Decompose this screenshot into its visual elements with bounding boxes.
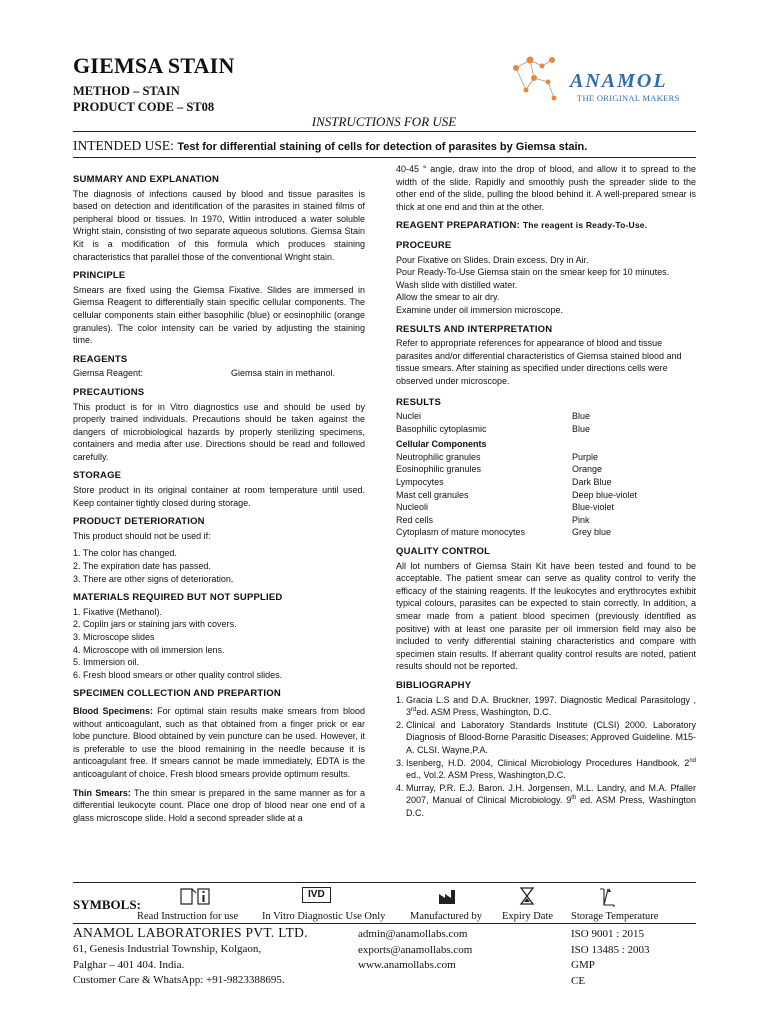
results-row [396,423,696,436]
certification: GMP [571,959,595,971]
section-heading: MATERIALS REQUIRED BUT NOT SUPPLIED [73,592,283,604]
results-row [396,501,696,514]
procedure-step: Pour Fixative on Slides. Drain excess. Dry in Air. [396,254,589,265]
bibliography-text: Clinical and Laboratory Standards Institute (CLSI) 2000. Laboratory Diagnosis of Blood-Borne Parasitic Diseases; Approved Guideline. M15-A. CLSI. Wayne,P.A. [406,719,696,755]
thin-smears-continued: 40-45 ° angle, draw into the drop of blood, and allow it to spread to the width of the slide. Rapidly and smoothly push the spreader slide to the other end of the slide, pulling the blood behind it. A well-prepared smear is thick at one end and thin at the other. [396,164,696,212]
bibliography-item: 2. Clinical and Laboratory Standards Institute (CLSI) 2000. Laboratory Diagnosis of Blood-Borne Parasitic Diseases; Approved Guideline. M15-A. CLSI. Wayne,P.A. [396,719,696,755]
list-item: 3. There are other signs of deterioration. [73,573,234,584]
superscript: th [571,795,577,802]
storage-text: Store product in its original container at room temperature until used. Keep container tightly closed during storage. [73,485,365,508]
certification: ISO 13485 : 2003 [571,943,650,956]
read-instructions-icon [178,886,212,906]
results-item: Cytoplasm of mature monocytes [396,527,526,538]
section-heading: STORAGE [73,470,122,482]
symbol-caption: Expiry Date [502,911,554,922]
brand-tagline: THE ORIGINAL MAKERS [577,93,680,103]
blood-specimens-label: Blood Specimens: [73,705,154,716]
procedure-step: Allow the smear to air dry. [396,292,500,303]
results-item: Neutrophilic granules [396,451,481,462]
section-heading: BIBLIOGRAPHY [396,679,472,691]
results-color: Blue [572,423,591,434]
results-item: Eosinophilic granules [396,464,482,475]
bibliography-text: Gracia L.S and D.A. Bruckner, 1997. Diagnostic Medical Parasitology , 3 [406,694,696,718]
bibliography-text: ed. ASM Press, Washington, D.C. [416,707,552,718]
section-heading: QUALITY CONTROL [396,546,491,558]
list-item: 1. The color has changed. [73,548,177,559]
reagent-value: Giemsa stain in methanol. [231,368,336,379]
symbol-caption: Read Instruction for use [137,911,239,922]
certification: ISO 9001 : 2015 [571,928,645,940]
results-item: Basophilic cytoplasmic [396,423,487,434]
results-item: Nucleoli [396,502,429,513]
hourglass-icon [518,886,536,906]
results-color: Purple [572,451,599,462]
principle-text: Smears are fixed using the Giemsa Fixative. Slides are immersed in Giemsa Reagent to differentially stain specific cellular components. The cellular components stain either basophilic (blue) or eosinophilic (orange granules). The color intensity can be varied by adjusting the staining time. [73,284,365,346]
section-heading: PRODUCT DETERIORATION [73,516,205,528]
list-item: 2. Coplin jars or staining jars with covers. [73,619,237,630]
section-heading: RESULTS AND INTERPRETATION [396,323,553,335]
results-row [396,526,696,539]
right-column [396,163,696,820]
intended-use [73,138,587,154]
results-color: Deep blue-violet [572,489,638,500]
symbols-label: SYMBOLS: [73,897,141,912]
results-row [396,451,696,464]
section-heading: PRINCIPLE [73,270,126,282]
section-heading: PRECAUTIONS [73,386,145,398]
blood-specimens-text [73,705,365,781]
intended-use-text: Test for differential staining of cells for detection of parasites by Giemsa stain. [177,141,588,153]
divider [73,157,696,158]
list-item: 4. Microscope with oil immersion lens. [73,644,225,655]
bibliography-text: ed., Vol.2. ASM Press, Washington,D.C. [406,770,566,781]
results-item: Mast cell granules [396,489,469,500]
customer-care: Customer Care & WhatsApp: +91-9823388695. [73,974,285,986]
bibliography-text: Isenberg, H.D. 2004, Clinical Microbiology Procedures Handbook. 2 [406,757,690,768]
symbol-caption: Storage Temperature [571,911,659,922]
procedure-step: Examine under oil immersion microscope. [396,304,564,315]
reagent-preparation [396,219,696,233]
temperature-limit-icon [596,886,620,908]
bibliography-item: 1. Gracia L.S and D.A. Bruckner, 1997. Diagnostic Medical Parasitology , 3rded. ASM Press, Washington, D.C. [396,694,696,718]
brand-name: ANAMOL [570,70,668,92]
document-title: GIEMSA STAIN [73,53,235,78]
precautions-text: This product is for in Vitro diagnostics use and should be used by properly trained individuals. Precautions should be taken against the dangers of microbiological hazards by properly sterilizing specimens, containers and media after use. Directions should be read and followed carefully. [73,401,365,462]
list-item: 3. Microscope slides [73,632,155,642]
section-heading: RESULTS [396,396,442,408]
cellular-components-heading: Cellular Components [396,439,487,450]
superscript: nd [689,757,696,764]
website-link[interactable]: www.anamollabs.com [358,959,456,971]
address-line: 61, Genesis Industrial Township, Kolgaon, [73,943,262,955]
email-link[interactable]: admin@anamollabs.com [358,928,468,940]
results-color: Grey blue [572,527,612,538]
divider [73,131,696,132]
reagent-name: Giemsa Reagent: [73,368,144,379]
results-row [396,463,696,476]
results-row [396,410,696,423]
intended-use-label: INTENDED USE: [73,138,174,153]
bibliography-item: 4. Murray, P.R. E.J. Baron. J.H. Jorgensen, M.L. Landry, and M.A. Pfaller 2007, Manual of Clinical Microbiology. 9th ed. ASM Press, Washington D.C. [396,782,697,818]
summary-text: The diagnosis of infections caused by blood and tissue parasites is based on detection and identification of the parasites in stained films of peripheral blood or tissues. In 1970, Witlin introduced a water soluble Wright stain, consisting of two separate aqueous solutions. Giemsa Stain Kit is a modification of this formula which produces staining characteristics that parallel those of the conventional Wright stain. [73,188,365,262]
divider [73,882,696,883]
ivd-icon: IVD [302,887,331,903]
list-item: 6. Fresh blood smears or other quality control slides. [73,669,283,680]
certification: CE [571,974,586,987]
deterioration-intro: This product should not be used if: [73,530,211,541]
method-label: METHOD – STAIN [73,84,180,98]
section-heading: PROCEURE [396,239,452,251]
results-color: Pink [572,514,590,525]
blood-specimens-body: For optimal stain results make smears from blood without anticoagulant, such as that obtained from a finger prick or ear lobe puncture. Blood obtained by vein puncture can be used. However, it is preferable to use the blood remaining in the needle because it is anticoagulant free. If smears cannot be made immediately, EDTA is the anticoagulant of choice. Fresh blood smears provide optimum results. [73,705,365,779]
results-row [396,476,696,489]
company-name: ANAMOL LABORATORIES PVT. LTD. [73,925,308,940]
section-heading: REAGENTS [73,353,128,365]
product-code: PRODUCT CODE – ST08 [73,100,215,114]
bibliography-text: ed. ASM Press, Washington D.C. [406,795,697,818]
results-interpretation-text: Refer to appropriate references for appearance of blood and tissue parasites and/or differential characteristics of Giemsa stained blood and tissue smears. After staining as specified under directions cells were observed under microscope. [396,338,682,386]
list-item: 1. Fixative (Methanol). [73,606,163,617]
left-column [73,174,365,824]
certifications [571,927,650,989]
results-item: Nuclei [396,411,422,422]
results-item: Red cells [396,514,434,525]
results-row [396,514,696,527]
reagent-preparation-text: The reagent is Ready-To-Use. [522,220,648,231]
manufacturer-icon [437,886,461,906]
procedure-step: Wash slide with distilled water. [396,279,518,290]
address-line: Palghar – 401 404. India. [73,958,185,971]
results-color: Blue [572,411,591,422]
bibliography-item: 3. Isenberg, H.D. 2004, Clinical Microbiology Procedures Handbook. 2nd ed., Vol.2. ASM Press, Washington,D.C. [396,757,696,781]
email-link[interactable]: exports@anamollabs.com [358,943,473,956]
section-heading: SUMMARY AND EXPLANATION [73,174,220,185]
thin-smears-body: The thin smear is prepared in the same manner as for a differential leukocyte count. Place one drop of blood near one end of a glass microscope slide. Hold a second spreader slide at a [73,787,366,823]
results-color: Orange [572,464,603,475]
quality-control-text: All lot numbers of Giemsa Stain Kit have been tested and found to be acceptable. The patient smear can serve as quality control to verify the efficacy of the staining reagents. If the leukocytes and erythrocytes exhibit typical colours, parasites can be expected to stain correctly. In addition, a smear made from a patient blood specimen (previously identified as positive) with at least one parasite per oil immersion field may also be included to verify differential staining characteristics and compare with specimen stain results. If aberrant quality control results are noted, patient results should not be reported. [396,560,696,672]
section-heading: SPECIMEN COLLECTION AND PREPARTION [73,688,281,700]
results-item: Lympocytes [396,477,444,488]
symbol-caption: Manufactured by [410,911,483,922]
thin-smears-text [73,787,365,825]
bibliography-text: Murray, P.R. E.J. Baron. J.H. Jorgensen, M.L. Landry, and M.A. Pfaller 2007, Manual of Clinical Microbiology. 9 [406,782,696,806]
superscript: rd [411,707,417,714]
results-color: Blue-violet [572,502,615,513]
results-color: Dark Blue [572,477,612,488]
divider [73,923,696,924]
list-item: 2. The expiration date has passed. [73,561,211,572]
thin-smears-label: Thin Smears: [73,787,131,798]
company-address [73,942,285,989]
section-heading: REAGENT PREPARATION: [396,220,520,232]
instructions-heading: INSTRUCTIONS FOR USE [311,114,457,129]
contact-block [358,927,472,974]
results-row [396,489,696,502]
symbol-caption: In Vitro Diagnostic Use Only [262,911,386,922]
reagent-row [73,367,365,380]
list-item: 5. Immersion oil. [73,657,140,668]
procedure-step: Pour Ready-To-Use Giemsa stain on the smear keep for 10 minutes. [396,267,670,278]
